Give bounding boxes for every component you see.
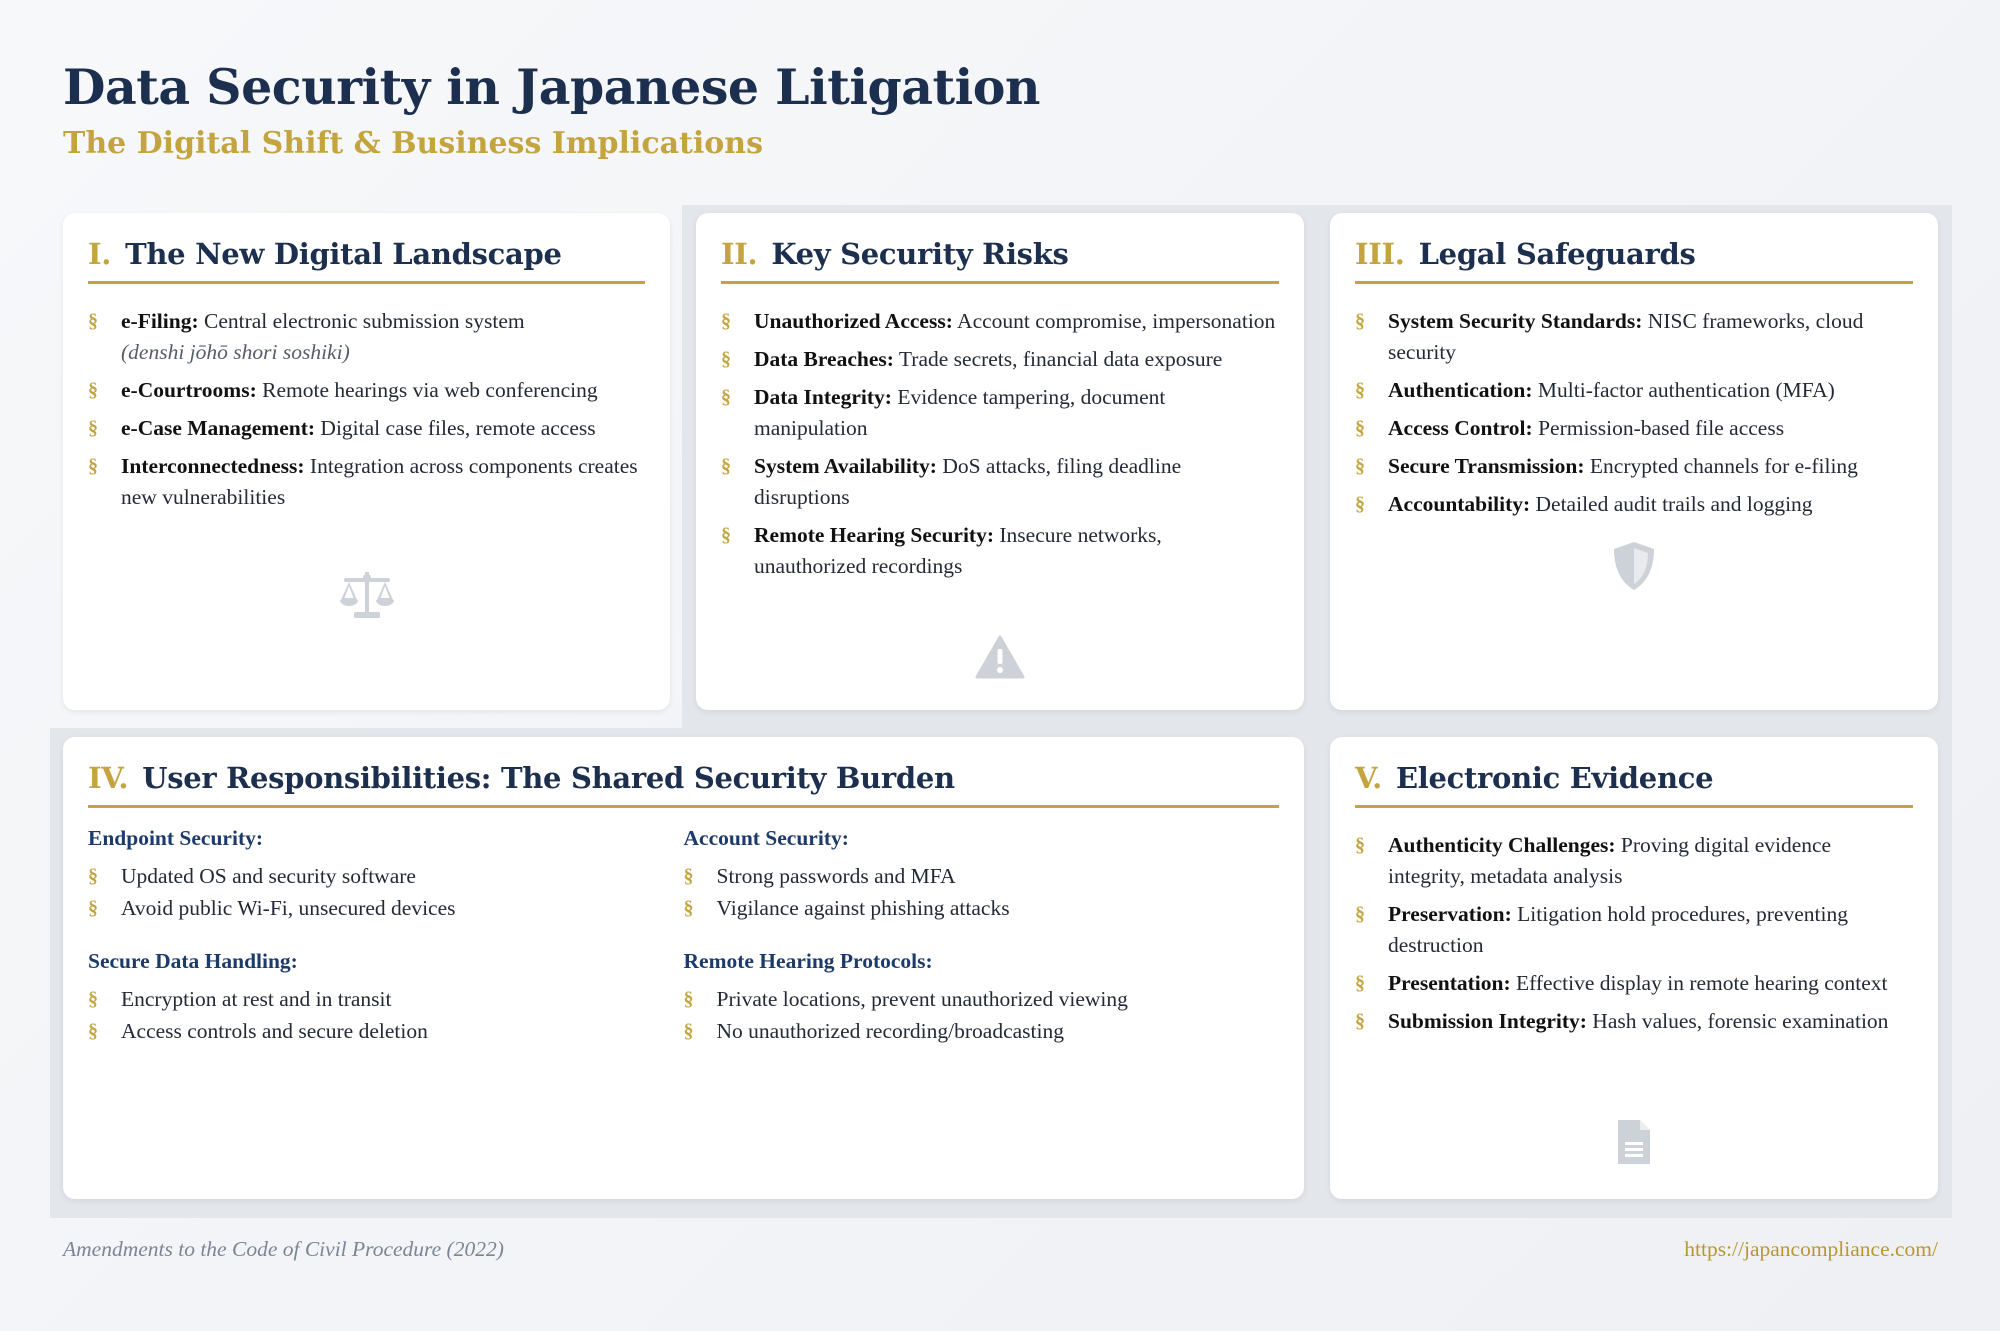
item-text: Encrypted channels for e-filing	[1584, 454, 1858, 478]
item-text: Integration across components creates new vulnerabilities	[121, 454, 638, 509]
section-title: Legal Safeguards	[1418, 237, 1696, 271]
section-bullet-icon: §	[683, 865, 694, 887]
column-right	[684, 826, 1280, 1072]
list-item	[721, 520, 1279, 582]
list-item	[1355, 451, 1913, 482]
item-term: Unauthorized Access:	[754, 309, 953, 333]
list-item	[88, 451, 645, 513]
item-term: Data Integrity:	[754, 385, 892, 409]
item-term: Data Breaches:	[754, 347, 894, 371]
section-bullet-icon: §	[88, 379, 98, 401]
section-bullet-icon: §	[88, 310, 98, 332]
section-bullet-icon: §	[1355, 834, 1365, 856]
section-numeral: V.	[1355, 761, 1382, 795]
item-term: Submission Integrity:	[1388, 1009, 1587, 1033]
item-text: Evidence tampering, document manipulation	[754, 385, 1166, 440]
item-term: System Availability:	[754, 454, 937, 478]
section-bullet-icon: §	[721, 524, 731, 546]
page-subtitle: The Digital Shift & Business Implications	[63, 126, 763, 161]
card-digital-landscape	[63, 213, 670, 710]
section-numeral: II.	[721, 237, 758, 271]
item-list	[721, 306, 1279, 582]
item-note: (denshi jōhō shori soshiki)	[121, 340, 350, 364]
item-term: Interconnectedness:	[121, 454, 305, 478]
card-user-responsibilities	[63, 737, 1304, 1199]
section-bullet-icon: §	[721, 310, 731, 332]
item-text: Insecure networks, unauthorized recordings	[754, 523, 1162, 578]
item-term: System Security Standards:	[1388, 309, 1643, 333]
item-text: No unauthorized recording/broadcasting	[716, 1019, 1064, 1043]
footer-link[interactable]: https://japancompliance.com/	[1684, 1237, 1938, 1261]
item-term: Authenticity Challenges:	[1388, 833, 1616, 857]
section-bullet-icon: §	[1355, 972, 1365, 994]
item-text: DoS attacks, filing deadline disruptions	[754, 454, 1182, 509]
item-term: Remote Hearing Security:	[754, 523, 995, 547]
section-bullet-icon: §	[88, 897, 98, 919]
item-text: Proving digital evidence integrity, metadata analysis	[1388, 833, 1832, 888]
list-item	[684, 984, 1280, 1015]
list-item	[1355, 489, 1913, 520]
item-term: e-Courtrooms:	[121, 378, 257, 402]
list-item	[88, 984, 684, 1015]
item-text: Detailed audit trails and logging	[1530, 492, 1813, 516]
item-list	[88, 861, 684, 924]
item-text: Private locations, prevent unauthorized viewing	[716, 987, 1128, 1011]
section-bullet-icon: §	[1355, 417, 1365, 439]
section-title: User Responsibilities: The Shared Security Burden	[142, 761, 955, 795]
section-title: Electronic Evidence	[1395, 761, 1714, 795]
list-item	[1355, 968, 1913, 999]
item-text: Digital case files, remote access	[315, 416, 596, 440]
item-list	[684, 984, 1280, 1047]
item-text: Remote hearings via web conferencing	[256, 378, 598, 402]
item-text: Permission-based file access	[1532, 416, 1785, 440]
item-text: Multi-factor authentication (MFA)	[1532, 378, 1835, 402]
item-text: Access controls and secure deletion	[121, 1019, 428, 1043]
list-item	[721, 451, 1279, 513]
section-title: The New Digital Landscape	[125, 237, 562, 271]
section-bullet-icon: §	[1355, 493, 1365, 515]
section-bullet-icon: §	[683, 1020, 694, 1042]
item-list	[88, 984, 684, 1047]
section-bullet-icon: §	[1355, 1010, 1365, 1032]
card-security-risks	[696, 213, 1304, 710]
list-item	[721, 306, 1279, 337]
item-term: e-Case Management:	[121, 416, 316, 440]
item-text: Litigation hold procedures, preventing destruction	[1388, 902, 1848, 957]
scale-icon	[63, 570, 670, 620]
shield-icon	[1330, 540, 1938, 592]
group-heading: Account Security:	[683, 826, 849, 850]
section-bullet-icon: §	[88, 988, 98, 1010]
section-heading	[88, 237, 645, 284]
list-item	[721, 382, 1279, 444]
item-list	[684, 861, 1280, 924]
section-bullet-icon: §	[721, 386, 731, 408]
section-numeral: IV.	[88, 761, 129, 795]
section-heading	[1355, 237, 1913, 284]
card-electronic-evidence	[1330, 737, 1938, 1199]
item-text: Strong passwords and MFA	[716, 864, 956, 888]
section-bullet-icon: §	[88, 417, 98, 439]
list-item	[684, 1016, 1280, 1047]
warning-icon	[696, 635, 1304, 679]
page-title: Data Security in Japanese Litigation	[63, 58, 1041, 116]
item-text: Vigilance against phishing attacks	[716, 896, 1010, 920]
section-bullet-icon: §	[1355, 903, 1365, 925]
section-bullet-icon: §	[1355, 379, 1365, 401]
item-list	[1355, 306, 1913, 520]
item-text: Central electronic submission system	[198, 309, 525, 333]
document-icon	[1330, 1118, 1938, 1166]
list-item	[684, 861, 1280, 892]
item-text: Hash values, forensic examination	[1586, 1009, 1889, 1033]
section-bullet-icon: §	[683, 988, 694, 1010]
list-item	[88, 861, 684, 892]
list-item	[1355, 830, 1913, 892]
list-item	[1355, 899, 1913, 961]
card-legal-safeguards	[1330, 213, 1938, 710]
item-term: Authentication:	[1388, 378, 1533, 402]
list-item	[88, 1016, 684, 1047]
group-heading: Endpoint Security:	[88, 826, 264, 850]
responsibility-columns	[88, 826, 1279, 1072]
section-bullet-icon: §	[683, 897, 694, 919]
list-item	[1355, 375, 1913, 406]
list-item	[88, 306, 645, 368]
item-term: e-Filing:	[121, 309, 199, 333]
list-item	[1355, 306, 1913, 368]
section-bullet-icon: §	[721, 348, 731, 370]
list-item	[1355, 1006, 1913, 1037]
item-term: Accountability:	[1388, 492, 1531, 516]
section-numeral: I.	[88, 237, 112, 271]
section-bullet-icon: §	[1355, 455, 1365, 477]
item-text: Avoid public Wi-Fi, unsecured devices	[121, 896, 456, 920]
footer-source: Amendments to the Code of Civil Procedure (2022)	[63, 1237, 504, 1261]
column-left	[88, 826, 684, 1072]
section-bullet-icon: §	[88, 455, 98, 477]
list-item	[88, 375, 645, 406]
item-list	[1355, 830, 1913, 1037]
group-heading: Secure Data Handling:	[88, 949, 298, 973]
section-heading	[1355, 761, 1913, 808]
section-heading	[88, 761, 1279, 808]
section-bullet-icon: §	[88, 1020, 98, 1042]
item-term: Secure Transmission:	[1388, 454, 1585, 478]
section-title: Key Security Risks	[771, 237, 1069, 271]
list-item	[684, 893, 1280, 924]
item-list	[88, 306, 645, 513]
item-text: Account compromise, impersonation	[952, 309, 1276, 333]
section-heading	[721, 237, 1279, 284]
item-term: Presentation:	[1388, 971, 1511, 995]
item-text: Updated OS and security software	[121, 864, 416, 888]
section-bullet-icon: §	[88, 865, 98, 887]
list-item	[1355, 413, 1913, 444]
page-header	[63, 58, 1040, 161]
section-bullet-icon: §	[721, 455, 731, 477]
item-text: Effective display in remote hearing context	[1510, 971, 1888, 995]
item-text: NISC frameworks, cloud security	[1388, 309, 1864, 364]
list-item	[721, 344, 1279, 375]
list-item	[88, 893, 684, 924]
item-text: Trade secrets, financial data exposure	[893, 347, 1223, 371]
list-item	[88, 413, 645, 444]
section-numeral: III.	[1355, 237, 1405, 271]
group-heading: Remote Hearing Protocols:	[683, 949, 933, 973]
item-text: Encryption at rest and in transit	[121, 987, 392, 1011]
item-term: Access Control:	[1388, 416, 1533, 440]
section-bullet-icon: §	[1355, 310, 1365, 332]
item-term: Preservation:	[1388, 902, 1512, 926]
